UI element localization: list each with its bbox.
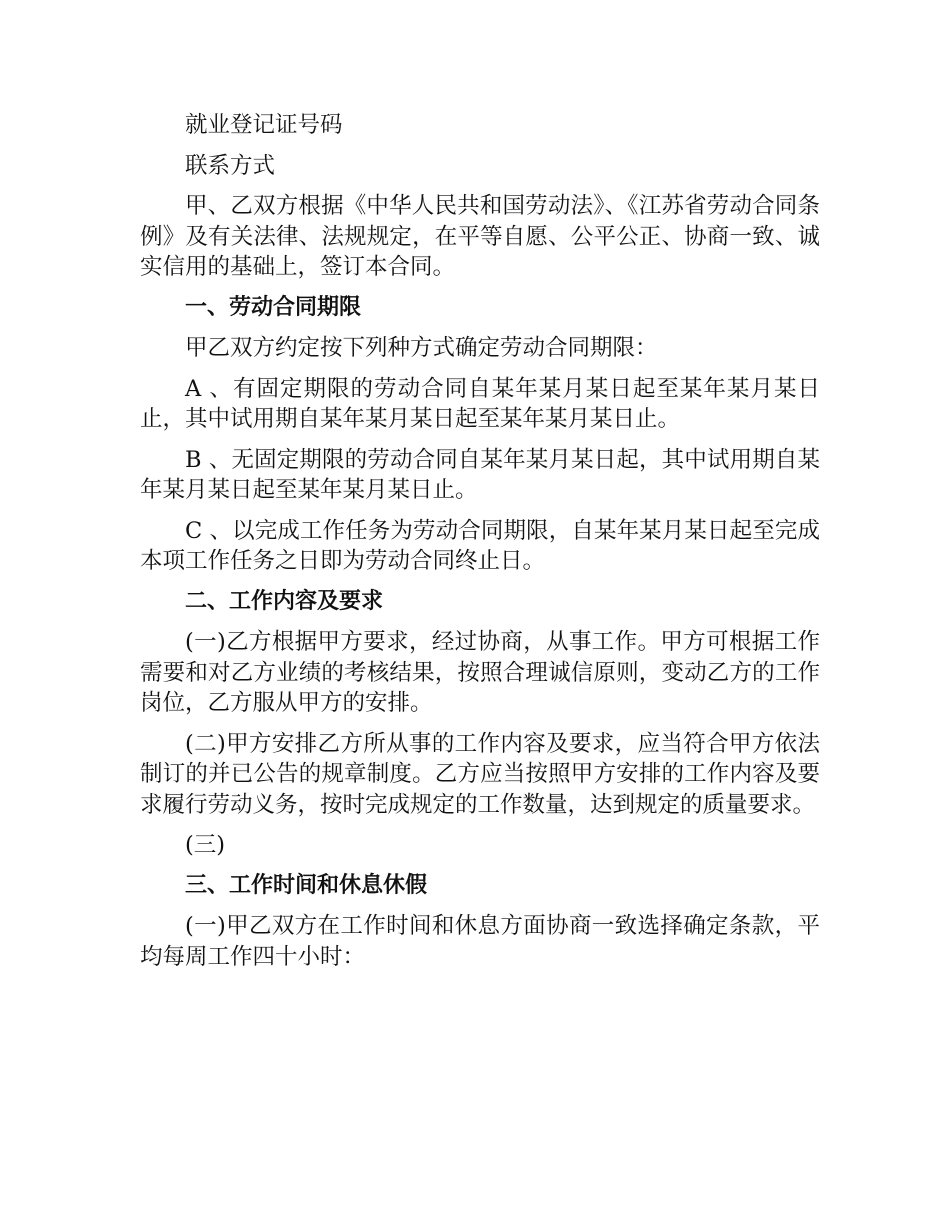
section-2-item-1: (一)乙方根据甲方要求，经过协商，从事工作。甲方可根据工作需要和对乙方业绩的考核结果，按照合理诚信原则，变动乙方的工作岗位，乙方服从甲方的安排。 bbox=[140, 629, 820, 716]
registration-number-line: 就业登记证号码 bbox=[185, 112, 343, 138]
section-3-heading: 三、工作时间和休息休假 bbox=[185, 872, 428, 898]
section-2-item-3: (三) bbox=[185, 832, 226, 858]
section-1-option-b: B 、无固定期限的劳动合同自某年某月某日起，其中试用期自某年某月某日起至某年某月某日止。 bbox=[140, 446, 820, 503]
section-3-item-1: (一)甲乙双方在工作时间和休息方面协商一致选择确定条款，平均每周工作四十小时： bbox=[140, 913, 820, 970]
section-2-item-2: (二)甲方安排乙方所从事的工作内容及要求，应当符合甲方依法制订的并已公告的规章制度。乙方应当按照甲方安排的工作内容及要求履行劳动义务，按时完成规定的工作数量，达到规定的质量要求。 bbox=[140, 730, 820, 818]
preamble-paragraph: 甲、乙双方根据《中华人民共和国劳动法》、《江苏省劳动合同条例》及有关法律、法规规定，在平等自愿、公平公正、协商一致、诚实信用的基础上，签订本合同。 bbox=[140, 193, 820, 280]
section-1-option-c: C 、以完成工作任务为劳动合同期限，自某年某月某日起至完成本项工作任务之日即为劳动合同终止日。 bbox=[140, 517, 820, 574]
section-1-heading: 一、劳动合同期限 bbox=[185, 294, 362, 320]
section-1-intro: 甲乙双方约定按下列种方式确定劳动合同期限： bbox=[185, 335, 658, 361]
section-1-option-a: A 、有固定期限的劳动合同自某年某月某日起至某年某月某日止，其中试用期自某年某月某日起至某年某月某日止。 bbox=[140, 375, 820, 432]
section-2-heading: 二、工作内容及要求 bbox=[185, 588, 384, 614]
contact-line: 联系方式 bbox=[185, 152, 276, 179]
document-body bbox=[140, 110, 820, 982]
